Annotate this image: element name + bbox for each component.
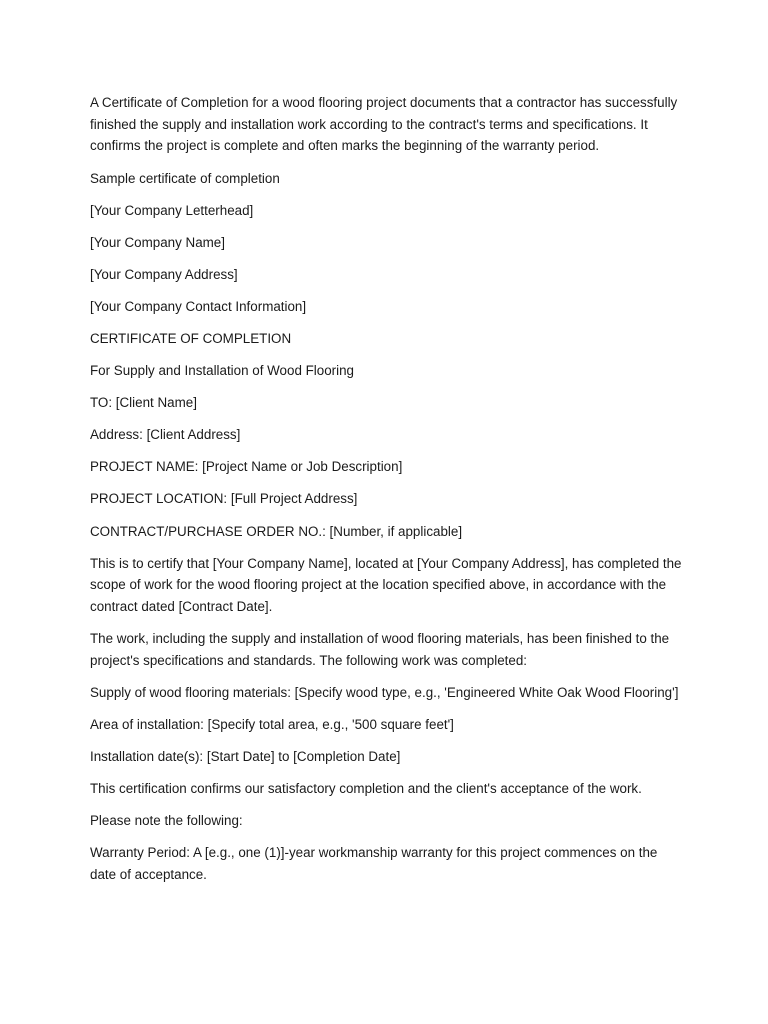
certificate-title: CERTIFICATE OF COMPLETION [90, 330, 292, 346]
area-item: Area of installation: [Specify total area, e.g., '500 square feet'] [90, 717, 454, 733]
intro-paragraph: A Certificate of Completion for a wood flooring project documents that a contractor has successfully finished the supply and installation work according to the contract's terms and specifications. It confirms the project is complete and often marks the beginning of the warranty period. [90, 95, 678, 154]
dates-item: Installation date(s): [Start Date] to [Completion Date] [90, 749, 401, 765]
letterhead-placeholder: [Your Company Letterhead] [90, 202, 254, 218]
work-summary-paragraph: The work, including the supply and installation of wood flooring materials, has been finished to the project's specifications and standards. The following work was completed: [90, 631, 670, 668]
company-address-placeholder: [Your Company Address] [90, 266, 238, 282]
company-contact-placeholder: [Your Company Contact Information] [90, 298, 307, 314]
document-body [90, 92, 682, 896]
company-name-placeholder: [Your Company Name] [90, 234, 225, 250]
project-name-line: PROJECT NAME: [Project Name or Job Description] [90, 459, 403, 475]
project-location-line: PROJECT LOCATION: [Full Project Address] [90, 491, 358, 507]
contract-number-line: CONTRACT/PURCHASE ORDER NO.: [Number, if applicable] [90, 523, 463, 539]
warranty-paragraph: Warranty Period: A [e.g., one (1)]-year workmanship warranty for this project commences on the date of acceptance. [90, 845, 658, 883]
sample-heading: Sample certificate of completion [90, 170, 280, 186]
notes-heading: Please note the following: [90, 813, 243, 829]
address-line: Address: [Client Address] [90, 427, 241, 443]
acceptance-paragraph: This certification confirms our satisfactory completion and the client's acceptance of the work. [90, 781, 642, 797]
supply-item: Supply of wood flooring materials: [Specify wood type, e.g., 'Engineered White Oak Wood Flooring'] [90, 684, 679, 700]
to-line: TO: [Client Name] [90, 395, 197, 411]
certificate-subtitle: For Supply and Installation of Wood Flooring [90, 363, 354, 379]
certification-paragraph: This is to certify that [Your Company Name], located at [Your Company Address], has completed the scope of work for the wood flooring project at the location specified above, in accordance with the contract dated [Contract Date]. [90, 555, 682, 615]
